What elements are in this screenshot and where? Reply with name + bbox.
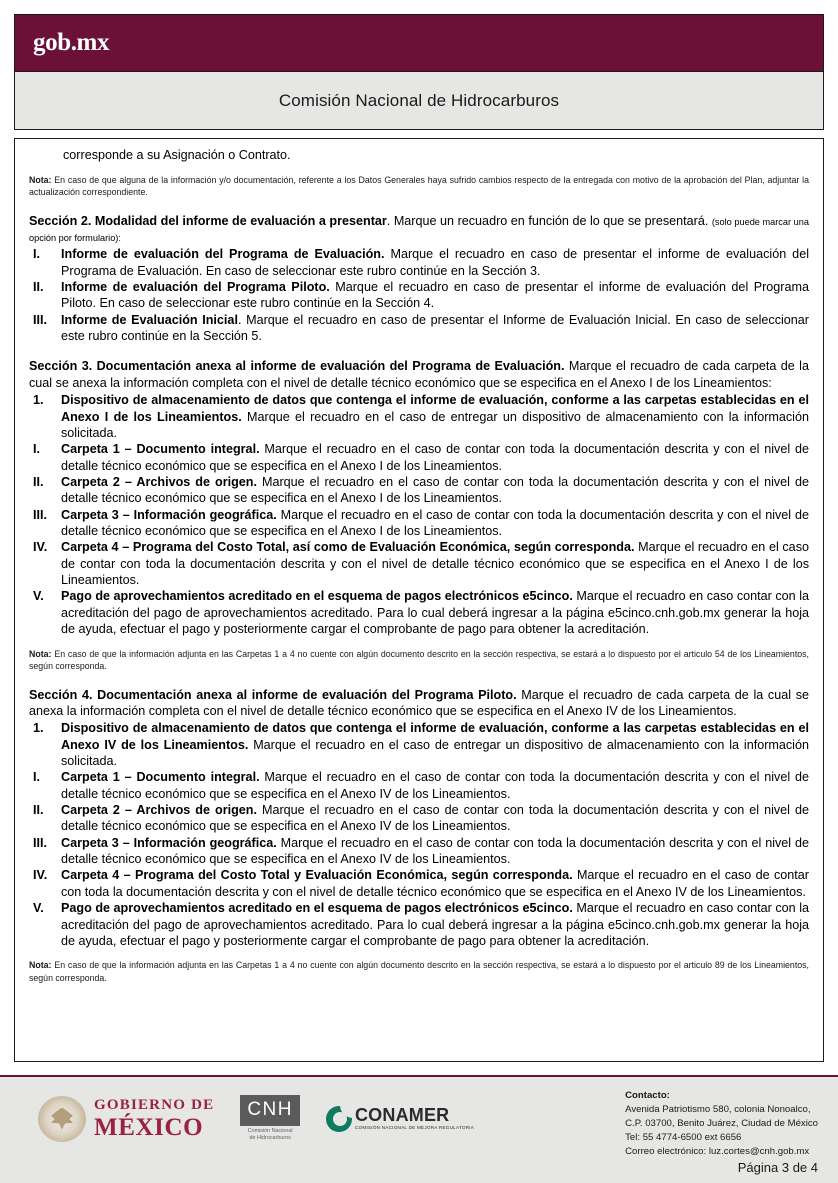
list-body-bold: Carpeta 4 – Programa del Costo Total y Evaluación Económica, según corresponda. (61, 868, 573, 883)
list-body (61, 720, 809, 769)
list-body (61, 769, 809, 802)
list-body (61, 507, 809, 540)
gobmx-brand-bar (15, 15, 823, 71)
conamer-name: CONAMER (354, 1105, 450, 1126)
list-body-rest: Marque el recuadro en caso de presentar el informe de evaluación del Programa de Evaluación. En caso de seleccionar este rubro continúe en la Sección 3. (61, 247, 809, 278)
section-2-heading (29, 213, 809, 246)
list-body-bold: Carpeta 2 – Archivos de origen. (61, 803, 257, 818)
list-marker: III. (33, 835, 47, 850)
contact-address-line-2: C.P. 03700, Benito Juárez, Ciudad de México (625, 1117, 818, 1129)
list-body-bold: Carpeta 3 – Información geográfica. (61, 835, 277, 850)
list-marker: I. (33, 770, 40, 785)
section-4-heading (29, 687, 809, 720)
list-body-bold: Carpeta 3 – Información geográfica. (61, 507, 277, 522)
section-3 (29, 358, 809, 672)
list-body-rest: Marque el recuadro en el caso de contar con toda la documentación descrita y con el nivel de detalle técnico económico que se especifica en el Anexo I de los Lineamientos. (61, 540, 809, 588)
list-body (61, 312, 809, 345)
conamer-swirl-icon (326, 1106, 352, 1132)
list-body-bold: Informe de Evaluación Inicial (61, 312, 238, 327)
mexico-label: MÉXICO (94, 1113, 204, 1141)
list-marker: II. (33, 280, 44, 295)
gobierno-de-mexico-logo (38, 1096, 214, 1142)
list-body (61, 539, 809, 588)
list-marker: II. (33, 474, 44, 489)
agency-title-bar (15, 71, 823, 129)
list-item (29, 835, 809, 868)
cnh-mark: CNH (240, 1095, 300, 1126)
section-3-list (29, 392, 809, 637)
contact-block (625, 1089, 824, 1159)
section-2 (29, 213, 809, 345)
contact-email: Correo electrónico: luz.cortes@cnh.gob.mx (625, 1145, 810, 1157)
nota-label: Nota: (29, 648, 52, 659)
mexican-eagle-seal-icon (38, 1096, 86, 1142)
list-item (29, 312, 809, 345)
list-item (29, 507, 809, 540)
list-item (29, 720, 809, 769)
nota-section-3 (29, 648, 809, 673)
nota-label: Nota: (29, 174, 52, 185)
list-body-rest: Marque el recuadro en el caso de contar con toda la documentación descrita y con el nivel de detalle técnico económico que se especifica en el Anexo IV de los Lineamientos. (61, 868, 809, 899)
list-item (29, 769, 809, 802)
page-number: Página 3 de 4 (737, 1160, 818, 1175)
section-4-list (29, 720, 809, 949)
nota-label: Nota: (29, 960, 52, 971)
list-item (29, 539, 809, 588)
section-2-heading-rest: . Marque un recuadro en función de lo que se presentará. (386, 213, 712, 228)
list-body-bold: Pago de aprovechamientos acreditado en el esquema de pagos electrónicos e5cinco. (61, 589, 573, 604)
list-body (61, 867, 809, 900)
list-body (61, 802, 809, 835)
list-item (29, 246, 809, 279)
list-item (29, 441, 809, 474)
list-marker: V. (33, 589, 44, 604)
list-body-rest: Marque el recuadro en caso contar con la acreditación del pago de aprovechamientos acreditado. Para lo cual deberá ingresar a la página e5cinco.cnh.gob.mx generar la hoja de ayuda, efectuar el pago y posteriormente cargar el comprobante de pago para obtener la acreditación. (61, 589, 809, 637)
contact-phone: Tel: 55 4774-6500 ext 6656 (625, 1131, 742, 1143)
list-marker: IV. (33, 540, 48, 555)
conamer-subtitle: COMISIÓN NACIONAL DE MEJORA REGULATORIA (354, 1125, 475, 1131)
list-marker: I. (33, 442, 40, 457)
list-body (61, 441, 809, 474)
list-body-rest: Marque el recuadro en el caso de contar con toda la documentación descrita y con el nivel de detalle técnico económico que se especifica en el Anexo IV de los Lineamientos. (61, 770, 809, 801)
contact-address-line-1: Avenida Patriotismo 580, colonia Nonoalco, (625, 1103, 811, 1115)
cnh-subtitle-line-1: Comisión Nacional (247, 1128, 293, 1134)
list-item (29, 900, 809, 949)
nota-datos-generales (29, 174, 809, 199)
list-item (29, 588, 809, 637)
lead-paragraph: corresponde a su Asignación o Contrato. (63, 148, 291, 162)
gobierno-label: GOBIERNO DE (94, 1096, 215, 1113)
document-header (14, 14, 824, 130)
list-item (29, 279, 809, 312)
list-item (29, 867, 809, 900)
gobmx-logo: gob.mx (33, 29, 110, 56)
list-item (29, 802, 809, 835)
nota-section-4 (29, 959, 809, 984)
nota-text: En caso de que la información adjunta en las Carpetas 1 a 4 no cuente con algún documento descrito en la sección respectiva, se estará a lo dispuesto por el articulo 54 de los Lineamientos, según corresponda. (29, 648, 809, 672)
section-2-heading-small: (solo puede marcar una opción por formulario): (29, 216, 809, 243)
list-body (61, 279, 809, 312)
list-body-bold: Dispositivo de almacenamiento de datos que contenga el informe de evaluación, conforme a las carpetas establecidas en el Anexo IV de los Lineamientos. (61, 721, 809, 752)
cnh-subtitle-line-2: de Hidrocarburos (249, 1135, 291, 1142)
list-body (61, 246, 809, 279)
nota-text: En caso de que alguna de la información y/o documentación, referente a los Datos Generales haya sufrido cambios respecto de la entregada con motivo de la aprobación del Plan, adjuntar la actualización correspondiente. (29, 174, 809, 198)
list-body (61, 588, 809, 637)
list-marker: 1. (33, 721, 44, 736)
list-body-rest: Marque el recuadro en el caso de entregar un dispositivo de almacenamiento con la información solicitada. (61, 409, 809, 440)
document-footer (0, 1075, 838, 1183)
cnh-logo (240, 1095, 300, 1142)
list-body-bold: Informe de evaluación del Programa Piloto. (61, 280, 330, 295)
list-body-rest: Marque el recuadro en el caso de contar con toda la documentación descrita y con el nivel de detalle técnico económico que se especifica en el Anexo IV de los Lineamientos. (61, 803, 809, 834)
list-body-bold: Pago de aprovechamientos acreditado en el esquema de pagos electrónicos e5cinco. (61, 901, 573, 916)
nota-text: En caso de que la información adjunta en las Carpetas 1 a 4 no cuente con algún documento descrito en la sección respectiva, se estará a lo dispuesto por el articulo 89 de los Lineamientos, según corresponda. (29, 960, 809, 983)
list-marker: IV. (33, 868, 48, 883)
list-item (29, 392, 809, 441)
list-body-rest: Marque el recuadro en el caso de entregar un dispositivo de almacenamiento con la información solicitada. (61, 737, 809, 768)
list-body-bold: Informe de evaluación del Programa de Evaluación. (61, 247, 385, 262)
list-body-rest: Marque el recuadro en el caso de contar con toda la documentación descrita y con el nivel de detalle técnico económico que se especifica en el Anexo I de los Lineamientos. (61, 442, 809, 473)
list-marker: III. (33, 507, 47, 522)
list-body-rest: Marque el recuadro en el caso de contar con toda la documentación descrita y con el nivel de detalle técnico económico que se especifica en el Anexo IV de los Lineamientos. (61, 835, 810, 867)
agency-title: Comisión Nacional de Hidrocarburos (278, 90, 560, 110)
list-marker: II. (33, 803, 44, 818)
footer-logos (14, 1089, 474, 1142)
list-marker: I. (33, 247, 40, 262)
list-body-bold: Dispositivo de almacenamiento de datos que contenga el informe de evaluación, conforme a las carpetas establecidas en el Anexo I de los Lineamientos. (61, 393, 809, 424)
list-body-rest: . Marque el recuadro en caso de presentar el Informe de Evaluación Inicial. En caso de seleccionar este rubro continúe en la Sección 5. (61, 312, 809, 344)
document-content (14, 138, 824, 1062)
list-body-rest: Marque el recuadro en el caso de contar con toda la documentación descrita y con el nivel de detalle técnico económico que se especifica en el Anexo I de los Lineamientos. (61, 474, 809, 506)
list-body-rest: Marque el recuadro en caso de presentar el informe de evaluación del Programa Piloto. En caso de seleccionar este rubro continúe en la Sección 4. (61, 280, 809, 311)
section-3-heading (29, 358, 809, 391)
section-2-list (29, 246, 809, 344)
list-body-bold: Carpeta 4 – Programa del Costo Total, así como de Evaluación Económica, según corresponda. (61, 540, 635, 555)
list-marker: III. (33, 312, 47, 327)
list-body (61, 392, 809, 441)
section-4-heading-rest: Marque el recuadro de cada carpeta de la cual se anexa la información completa con el nivel de detalle técnico económico que se especifica en el Anexo IV de los Lineamientos. (29, 687, 810, 718)
section-2-heading-bold: Sección 2. Modalidad del informe de evaluación a presentar (29, 213, 387, 228)
list-marker: 1. (33, 393, 44, 408)
list-body-rest: Marque el recuadro en el caso de contar con toda la documentación descrita y con el nivel de detalle técnico económico que se especifica en el Anexo I de los Lineamientos. (61, 507, 810, 539)
section-4 (29, 687, 809, 985)
list-item (29, 474, 809, 507)
contact-label: Contacto: (625, 1090, 670, 1101)
list-body (61, 474, 809, 507)
list-body-rest: Marque el recuadro en caso contar con la acreditación del pago de aprovechamientos acreditado. Para lo cual deberá ingresar a la página e5cinco.cnh.gob.mx generar la hoja de ayuda, efectuar el pago y posteriormente cargar el comprobante de pago para obtener la acreditación. (61, 901, 809, 948)
section-4-heading-bold: Sección 4. Documentación anexa al informe de evaluación del Programa Piloto. (29, 687, 517, 702)
list-body (61, 900, 809, 949)
section-3-heading-bold: Sección 3. Documentación anexa al informe de evaluación del Programa de Evaluación. (29, 359, 565, 374)
list-body (61, 835, 809, 868)
conamer-logo (326, 1106, 474, 1132)
section-3-heading-rest: Marque el recuadro de cada carpeta de la cual se anexa la información completa con el nivel de detalle técnico económico que se especifica en el Anexo I de los Lineamientos: (29, 359, 809, 390)
list-body-bold: Carpeta 1 – Documento integral. (61, 770, 260, 785)
list-body-bold: Carpeta 1 – Documento integral. (61, 442, 260, 457)
list-body-bold: Carpeta 2 – Archivos de origen. (61, 474, 257, 489)
list-marker: V. (33, 901, 44, 916)
